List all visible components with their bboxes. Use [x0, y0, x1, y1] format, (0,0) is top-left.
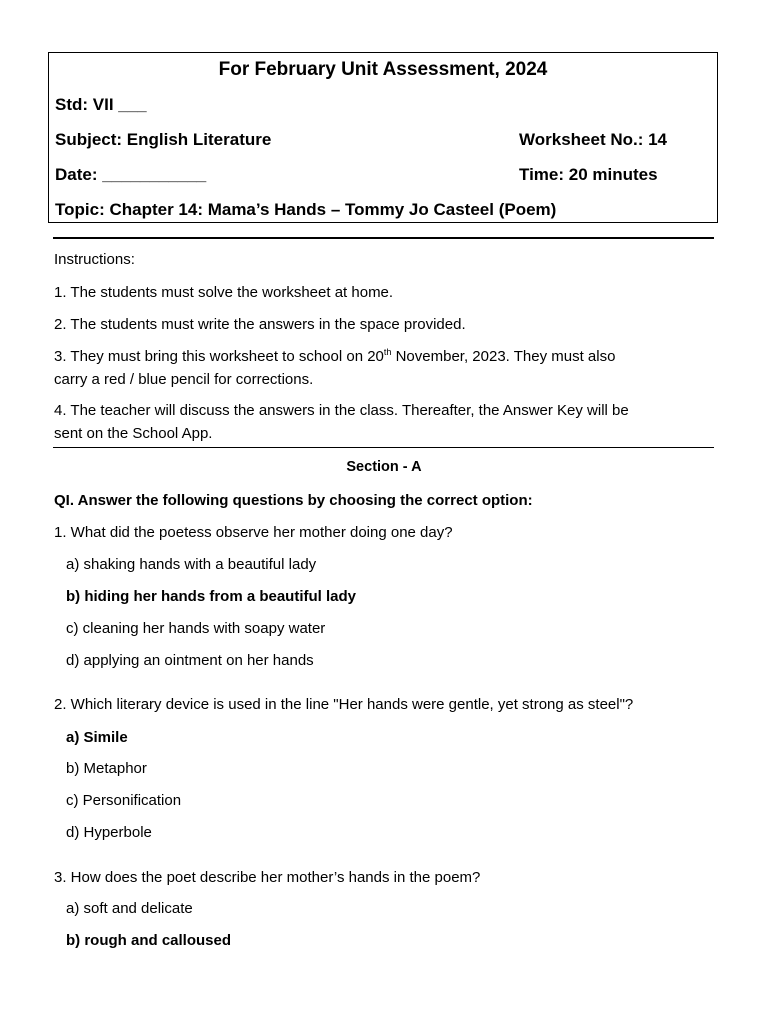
instruction-2: 2. The students must write the answers in the space provided.: [54, 316, 466, 333]
date-field: Date: ___________: [55, 165, 207, 184]
instruction-3-line2: carry a red / blue pencil for corrections.: [54, 371, 314, 388]
q2-option-a: a) Simile: [66, 729, 128, 746]
q3-option-a: a) soft and delicate: [66, 900, 193, 917]
time-field: Time: 20 minutes: [519, 165, 658, 184]
worksheet-title: For February Unit Assessment, 2024: [218, 59, 548, 80]
q2-option-d: d) Hyperbole: [66, 824, 152, 841]
q2-option-b: b) Metaphor: [66, 760, 147, 777]
instruction-1: 1. The students must solve the worksheet at home.: [54, 284, 394, 301]
worksheet-number: Worksheet No.: 14: [519, 130, 668, 149]
instruction-4-line2: sent on the School App.: [54, 425, 213, 442]
question-1: 1. What did the poetess observe her mother doing one day?: [54, 524, 453, 541]
instruction-3-end: November, 2023. They must also: [391, 348, 616, 365]
instructions-heading: Instructions:: [54, 251, 135, 268]
question-instruction: QI. Answer the following questions by choosing the correct option:: [54, 492, 533, 509]
instruction-4: 4. The teacher will discuss the answers in the class. Thereafter, the Answer Key will be: [54, 402, 629, 419]
q1-option-d: d) applying an ointment on her hands: [66, 652, 314, 669]
std-field: Std: VII ___: [55, 95, 147, 114]
q1-option-c: c) cleaning her hands with soapy water: [66, 620, 326, 637]
question-2: 2. Which literary device is used in the line "Her hands were gentle, yet strong as steel"?: [54, 696, 634, 713]
header-box: [48, 52, 718, 223]
q1-option-b: b) hiding her hands from a beautiful lady: [66, 588, 357, 605]
instruction-3: [54, 348, 615, 365]
instruction-3-start: 3. They must bring this worksheet to school on 20: [54, 348, 384, 365]
header-divider: [53, 237, 714, 239]
q3-option-b: b) rough and calloused: [66, 932, 232, 949]
q2-option-c: c) Personification: [66, 792, 182, 809]
q1-option-a: a) shaking hands with a beautiful lady: [66, 556, 317, 573]
ordinal-suffix: th: [383, 347, 392, 357]
question-3: 3. How does the poet describe her mother’s hands in the poem?: [54, 869, 481, 886]
instructions-divider: [53, 447, 714, 448]
subject-field: Subject: English Literature: [55, 130, 272, 149]
topic-field: Topic: Chapter 14: Mama’s Hands – Tommy Jo Casteel (Poem): [55, 200, 557, 219]
section-heading: Section - A: [346, 459, 422, 475]
